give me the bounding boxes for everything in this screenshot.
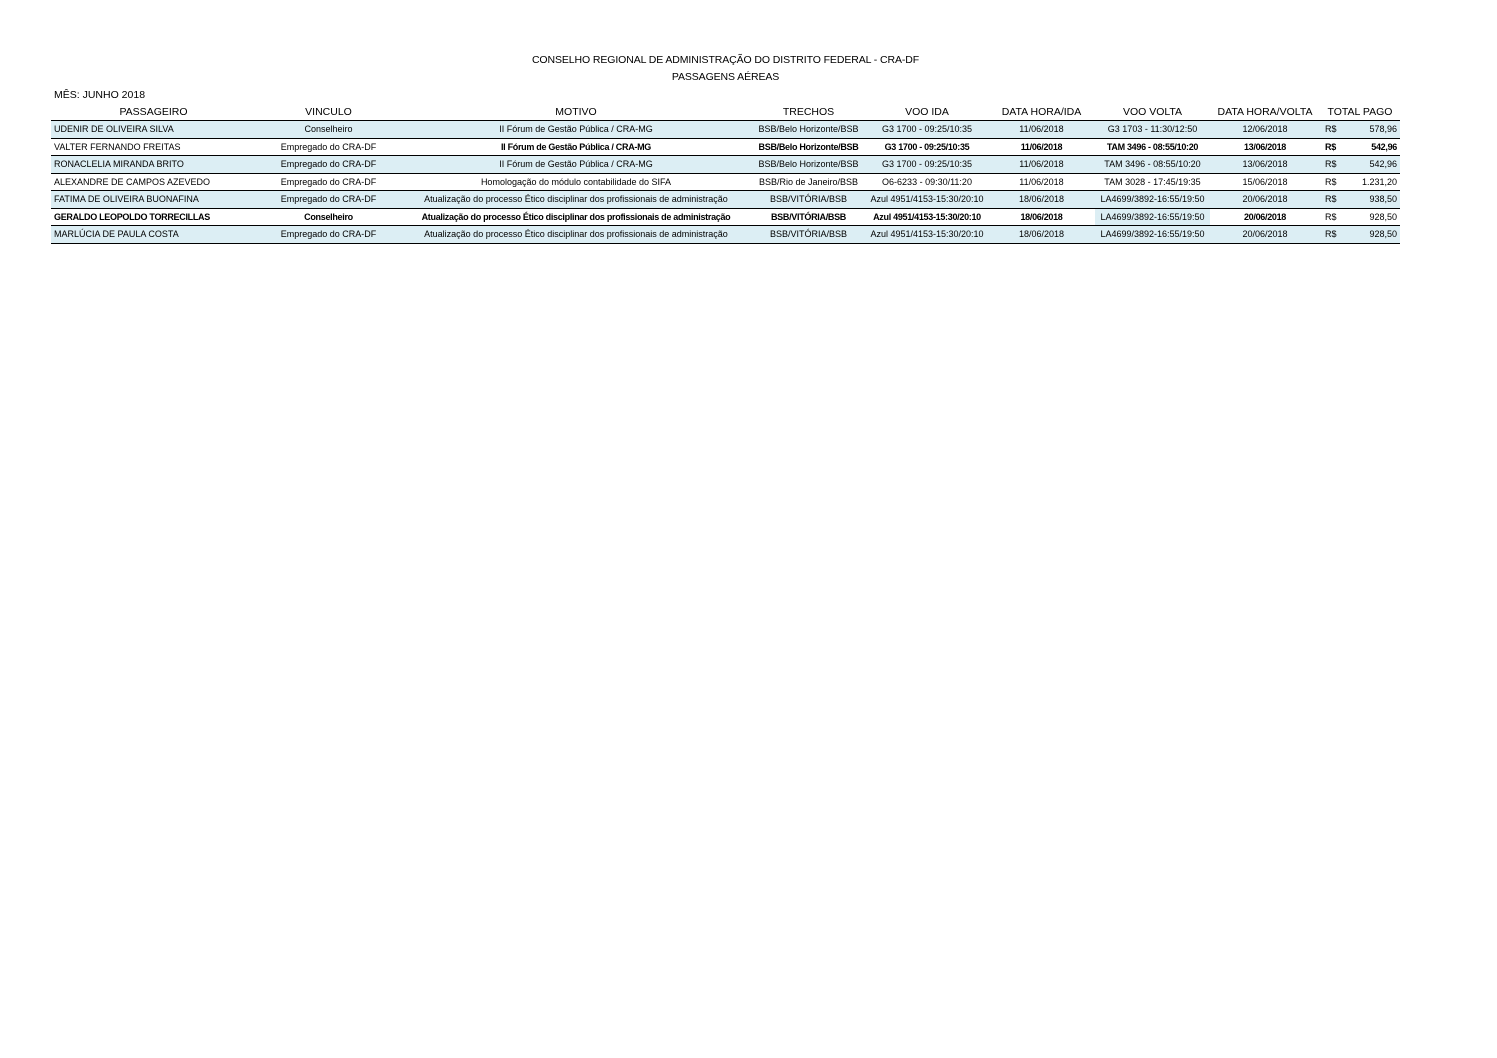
cell-data-volta: 20/06/2018 bbox=[1210, 208, 1320, 226]
cell-passageiro: MARLÚCIA DE PAULA COSTA bbox=[51, 226, 256, 244]
cell-vinculo: Empregado do CRA-DF bbox=[256, 173, 401, 191]
cell-total: 1.231,20 bbox=[1344, 173, 1400, 191]
cell-passageiro: GERALDO LEOPOLDO TORRECILLAS bbox=[51, 208, 256, 226]
cell-motivo: Atualização do processo Ético disciplinar dos profissionais de administração bbox=[401, 226, 751, 244]
cell-trechos: BSB/Belo Horizonte/BSB bbox=[751, 138, 866, 156]
col-header-vinculo: VINCULO bbox=[256, 104, 401, 121]
cell-motivo: Atualização do processo Ético disciplinar dos profissionais de administração bbox=[401, 208, 751, 226]
cell-data-volta: 15/06/2018 bbox=[1210, 173, 1320, 191]
cell-data-ida: 11/06/2018 bbox=[988, 156, 1095, 174]
table-row bbox=[51, 226, 1400, 244]
table-row bbox=[51, 191, 1400, 209]
cell-passageiro: ALEXANDRE DE CAMPOS AZEVEDO bbox=[51, 173, 256, 191]
cell-data-ida: 18/06/2018 bbox=[988, 226, 1095, 244]
col-header-total-pago: TOTAL PAGO bbox=[1320, 104, 1400, 121]
cell-voo-ida: G3 1700 - 09:25/10:35 bbox=[866, 138, 988, 156]
cell-currency: R$ bbox=[1320, 156, 1344, 174]
cell-data-ida: 11/06/2018 bbox=[988, 138, 1095, 156]
cell-voo-volta: LA4699/3892-16:55/19:50 bbox=[1095, 208, 1210, 226]
cell-trechos: BSB/VITÓRIA/BSB bbox=[751, 226, 866, 244]
table-row bbox=[51, 138, 1400, 156]
cell-passageiro: VALTER FERNANDO FREITAS bbox=[51, 138, 256, 156]
cell-total: 578,96 bbox=[1344, 121, 1400, 139]
cell-vinculo: Empregado do CRA-DF bbox=[256, 226, 401, 244]
cell-passageiro: FATIMA DE OLIVEIRA BUONAFINA bbox=[51, 191, 256, 209]
cell-data-ida: 11/06/2018 bbox=[988, 121, 1095, 139]
col-header-voo-ida: VOO IDA bbox=[866, 104, 988, 121]
cell-data-volta: 20/06/2018 bbox=[1210, 191, 1320, 209]
cell-vinculo: Conselheiro bbox=[256, 121, 401, 139]
cell-motivo: II Fórum de Gestão Pública / CRA-MG bbox=[401, 156, 751, 174]
col-header-data-hora-ida: DATA HORA/IDA bbox=[988, 104, 1095, 121]
document-title: CONSELHO REGIONAL DE ADMINISTRAÇÃO DO DISTRITO FEDERAL - CRA-DF bbox=[531, 54, 920, 66]
col-header-voo-volta: VOO VOLTA bbox=[1095, 104, 1210, 121]
cell-voo-volta: LA4699/3892-16:55/19:50 bbox=[1095, 226, 1210, 244]
table-row bbox=[51, 121, 1400, 139]
cell-motivo: Homologação do módulo contabilidade do SIFA bbox=[401, 173, 751, 191]
cell-currency: R$ bbox=[1320, 191, 1344, 209]
cell-total: 938,50 bbox=[1344, 191, 1400, 209]
cell-voo-ida: Azul 4951/4153-15:30/20:10 bbox=[866, 208, 988, 226]
cell-passageiro: RONACLELIA MIRANDA BRITO bbox=[51, 156, 256, 174]
cell-motivo: II Fórum de Gestão Pública / CRA-MG bbox=[401, 121, 751, 139]
cell-vinculo: Empregado do CRA-DF bbox=[256, 138, 401, 156]
cell-total: 928,50 bbox=[1344, 208, 1400, 226]
cell-data-volta: 13/06/2018 bbox=[1210, 156, 1320, 174]
cell-currency: R$ bbox=[1320, 173, 1344, 191]
cell-voo-ida: G3 1700 - 09:25/10:35 bbox=[866, 121, 988, 139]
table-row bbox=[51, 208, 1400, 226]
cell-total: 928,50 bbox=[1344, 226, 1400, 244]
cell-currency: R$ bbox=[1320, 226, 1344, 244]
cell-total: 542,96 bbox=[1344, 156, 1400, 174]
cell-voo-ida: O6-6233 - 09:30/11:20 bbox=[866, 173, 988, 191]
col-header-motivo: MOTIVO bbox=[401, 104, 751, 121]
cell-voo-ida: Azul 4951/4153-15:30/20:10 bbox=[866, 226, 988, 244]
cell-currency: R$ bbox=[1320, 121, 1344, 139]
col-header-passageiro: PASSAGEIRO bbox=[51, 104, 256, 121]
cell-voo-ida: G3 1700 - 09:25/10:35 bbox=[866, 156, 988, 174]
cell-trechos: BSB/VITÓRIA/BSB bbox=[751, 191, 866, 209]
cell-trechos: BSB/VITÓRIA/BSB bbox=[751, 208, 866, 226]
cell-voo-volta: TAM 3028 - 17:45/19:35 bbox=[1095, 173, 1210, 191]
cell-voo-volta: TAM 3496 - 08:55/10:20 bbox=[1095, 138, 1210, 156]
cell-vinculo: Conselheiro bbox=[256, 208, 401, 226]
cell-voo-volta: G3 1703 - 11:30/12:50 bbox=[1095, 121, 1210, 139]
cell-data-ida: 18/06/2018 bbox=[988, 191, 1095, 209]
cell-data-volta: 12/06/2018 bbox=[1210, 121, 1320, 139]
table-row bbox=[51, 156, 1400, 174]
month-label: MÊS: JUNHO 2018 bbox=[54, 89, 146, 101]
cell-trechos: BSB/Rio de Janeiro/BSB bbox=[751, 173, 866, 191]
passagens-table bbox=[51, 104, 1400, 244]
cell-voo-volta: LA4699/3892-16:55/19:50 bbox=[1095, 191, 1210, 209]
table-row bbox=[51, 173, 1400, 191]
cell-data-ida: 11/06/2018 bbox=[988, 173, 1095, 191]
cell-total: 542,96 bbox=[1344, 138, 1400, 156]
cell-motivo: II Fórum de Gestão Pública / CRA-MG bbox=[401, 138, 751, 156]
cell-data-volta: 13/06/2018 bbox=[1210, 138, 1320, 156]
cell-currency: R$ bbox=[1320, 208, 1344, 226]
cell-motivo: Atualização do processo Ético disciplinar dos profissionais de administração bbox=[401, 191, 751, 209]
cell-voo-volta: TAM 3496 - 08:55/10:20 bbox=[1095, 156, 1210, 174]
col-header-trechos: TRECHOS bbox=[751, 104, 866, 121]
document-subtitle: PASSAGENS AÉREAS bbox=[671, 71, 780, 83]
cell-vinculo: Empregado do CRA-DF bbox=[256, 191, 401, 209]
cell-vinculo: Empregado do CRA-DF bbox=[256, 156, 401, 174]
cell-trechos: BSB/Belo Horizonte/BSB bbox=[751, 121, 866, 139]
cell-trechos: BSB/Belo Horizonte/BSB bbox=[751, 156, 866, 174]
cell-voo-ida: Azul 4951/4153-15:30/20:10 bbox=[866, 191, 988, 209]
cell-data-volta: 20/06/2018 bbox=[1210, 226, 1320, 244]
cell-data-ida: 18/06/2018 bbox=[988, 208, 1095, 226]
cell-currency: R$ bbox=[1320, 138, 1344, 156]
col-header-data-hora-volta: DATA HORA/VOLTA bbox=[1210, 104, 1320, 121]
cell-passageiro: UDENIR DE OLIVEIRA SILVA bbox=[51, 121, 256, 139]
table-header-row bbox=[51, 104, 1400, 121]
